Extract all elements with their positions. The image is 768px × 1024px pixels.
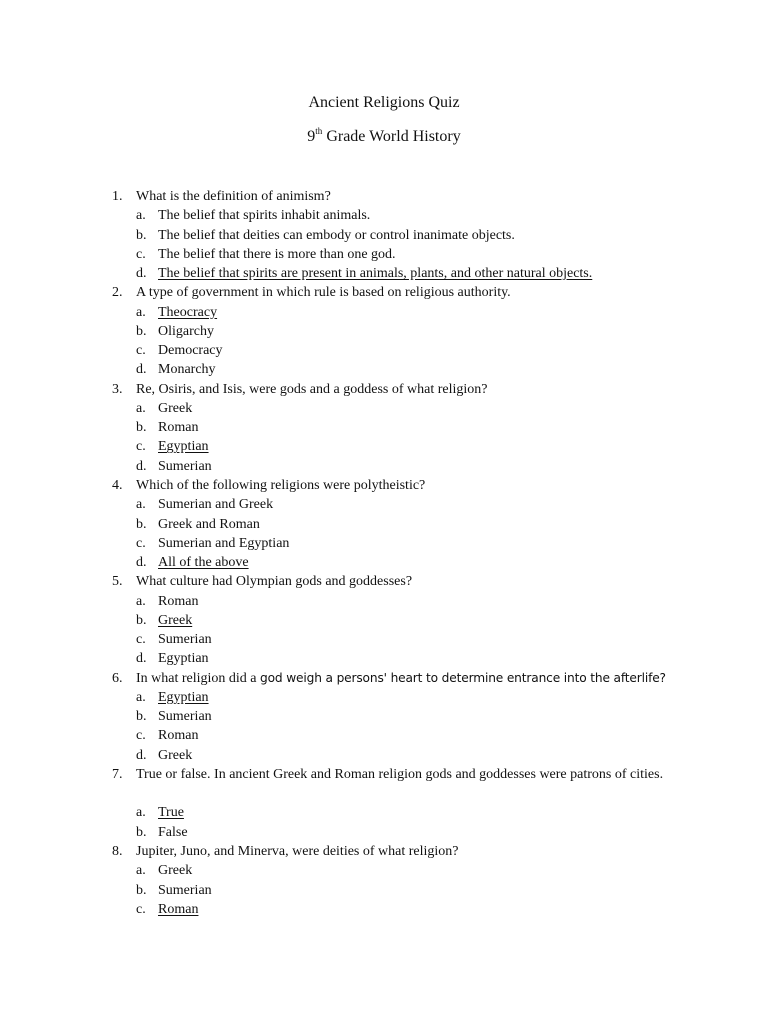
option-text: Monarchy bbox=[158, 362, 216, 378]
question-6 bbox=[0, 669, 768, 765]
answer-option bbox=[0, 360, 768, 379]
option-text-correct: Greek bbox=[158, 612, 193, 628]
answer-option bbox=[0, 245, 768, 264]
option-text: Sumerian bbox=[158, 458, 212, 474]
question-number: 3. bbox=[112, 381, 123, 397]
answer-option bbox=[0, 206, 768, 225]
question-4 bbox=[0, 476, 768, 572]
option-text: Roman bbox=[158, 420, 199, 436]
question-text: A type of government in which rule is based on religious authority. bbox=[136, 285, 511, 301]
question-row bbox=[0, 380, 768, 399]
option-letter: d. bbox=[136, 651, 147, 667]
option-letter: a. bbox=[136, 863, 146, 879]
question-text: True or false. In ancient Greek and Roman religion gods and goddesses were patrons of cities. bbox=[136, 766, 664, 782]
question-row bbox=[0, 765, 768, 804]
question-8 bbox=[0, 842, 768, 919]
option-letter: b. bbox=[136, 824, 147, 840]
question-2 bbox=[0, 283, 768, 379]
option-letter: c. bbox=[136, 246, 146, 262]
option-letter: b. bbox=[136, 709, 147, 725]
option-letter: b. bbox=[136, 612, 147, 628]
question-row bbox=[0, 669, 768, 688]
course-name: Grade World History bbox=[322, 128, 461, 145]
question-7 bbox=[0, 765, 768, 842]
question-row bbox=[0, 187, 768, 206]
question-list bbox=[0, 187, 768, 919]
option-letter: c. bbox=[136, 343, 146, 359]
option-text: Oligarchy bbox=[158, 323, 214, 339]
option-letter: c. bbox=[136, 728, 146, 744]
answer-option-correct bbox=[0, 900, 768, 919]
option-letter: a. bbox=[136, 593, 146, 609]
option-letter: a. bbox=[136, 304, 146, 320]
answer-option bbox=[0, 341, 768, 360]
answer-option bbox=[0, 322, 768, 341]
question-number: 6. bbox=[112, 670, 123, 686]
option-text: The belief that spirits inhabit animals. bbox=[158, 208, 371, 224]
option-letter: c. bbox=[136, 439, 146, 455]
option-text: Sumerian and Greek bbox=[158, 497, 274, 513]
question-text-part: In what religion did a bbox=[136, 670, 261, 686]
question-text: What culture had Olympian gods and goddesses? bbox=[136, 574, 413, 590]
answer-option bbox=[0, 881, 768, 900]
option-letter: b. bbox=[136, 227, 147, 243]
answer-option bbox=[0, 649, 768, 668]
option-text: False bbox=[158, 824, 188, 840]
option-letter: d. bbox=[136, 747, 147, 763]
answer-option-correct bbox=[0, 437, 768, 456]
answer-option-correct bbox=[0, 303, 768, 322]
answer-option-correct bbox=[0, 553, 768, 572]
answer-option bbox=[0, 726, 768, 745]
quiz-title: Ancient Religions Quiz bbox=[308, 94, 460, 111]
answer-option-correct bbox=[0, 611, 768, 630]
option-text: Roman bbox=[158, 728, 199, 744]
answer-option bbox=[0, 707, 768, 726]
question-3 bbox=[0, 380, 768, 476]
option-letter: b. bbox=[136, 420, 147, 436]
option-text-correct: Roman bbox=[158, 901, 199, 917]
option-letter: d. bbox=[136, 266, 147, 282]
option-letter: b. bbox=[136, 323, 147, 339]
question-row bbox=[0, 572, 768, 591]
option-letter: c. bbox=[136, 901, 146, 917]
answer-option-correct bbox=[0, 264, 768, 283]
option-text: The belief that there is more than one god. bbox=[158, 246, 396, 262]
option-letter: b. bbox=[136, 882, 147, 898]
answer-option bbox=[0, 226, 768, 245]
option-letter: d. bbox=[136, 555, 147, 571]
answer-option bbox=[0, 823, 768, 842]
answer-option bbox=[0, 457, 768, 476]
option-letter: a. bbox=[136, 805, 146, 821]
option-text: Sumerian and Egyptian bbox=[158, 535, 290, 551]
option-text-correct: True bbox=[158, 805, 184, 821]
option-letter: a. bbox=[136, 208, 146, 224]
question-text bbox=[136, 669, 666, 688]
answer-option bbox=[0, 399, 768, 418]
option-letter: a. bbox=[136, 497, 146, 513]
answer-option-correct bbox=[0, 803, 768, 822]
question-row bbox=[0, 476, 768, 495]
option-text-correct: Egyptian bbox=[158, 439, 209, 455]
answer-option bbox=[0, 534, 768, 553]
option-letter: b. bbox=[136, 516, 147, 532]
question-number: 1. bbox=[112, 189, 123, 204]
question-5 bbox=[0, 572, 768, 668]
grade-number: 9 bbox=[307, 128, 316, 145]
answer-option bbox=[0, 630, 768, 649]
grade-ordinal-suffix: th bbox=[315, 125, 323, 136]
question-number: 5. bbox=[112, 574, 123, 590]
quiz-subtitle bbox=[0, 127, 768, 147]
question-number: 8. bbox=[112, 844, 123, 859]
question-text: Re, Osiris, and Isis, were gods and a goddess of what religion? bbox=[136, 381, 488, 397]
option-letter: a. bbox=[136, 400, 146, 416]
option-text-correct: Theocracy bbox=[158, 304, 218, 320]
answer-option-correct bbox=[0, 688, 768, 707]
option-text: Greek bbox=[158, 400, 193, 416]
option-text-correct: The belief that spirits are present in animals, plants, and other natural objects. bbox=[158, 266, 593, 282]
option-text: Egyptian bbox=[158, 651, 209, 667]
answer-option bbox=[0, 746, 768, 765]
question-number: 7. bbox=[112, 766, 123, 782]
option-text: Greek bbox=[158, 863, 193, 879]
answer-option bbox=[0, 861, 768, 880]
option-text-correct: All of the above bbox=[158, 555, 249, 571]
option-letter: c. bbox=[136, 535, 146, 551]
answer-option bbox=[0, 418, 768, 437]
answer-option bbox=[0, 515, 768, 534]
option-text: The belief that deities can embody or control inanimate objects. bbox=[158, 227, 515, 243]
option-text: Sumerian bbox=[158, 632, 212, 648]
answer-option bbox=[0, 592, 768, 611]
option-letter: a. bbox=[136, 689, 146, 705]
question-number: 4. bbox=[112, 477, 123, 493]
question-1 bbox=[0, 187, 768, 283]
option-text: Greek bbox=[158, 747, 193, 763]
option-letter: d. bbox=[136, 458, 147, 474]
question-text: What is the definition of animism? bbox=[136, 189, 331, 204]
option-text: Democracy bbox=[158, 343, 223, 359]
question-row bbox=[0, 283, 768, 302]
option-letter: c. bbox=[136, 632, 146, 648]
answer-option bbox=[0, 495, 768, 514]
option-text: Roman bbox=[158, 593, 199, 609]
option-text: Sumerian bbox=[158, 882, 212, 898]
question-row bbox=[0, 842, 768, 861]
question-number: 2. bbox=[112, 285, 123, 301]
option-letter: d. bbox=[136, 362, 147, 378]
question-text-part: god weigh a persons' heart to determine entrance into the afterlife? bbox=[260, 670, 666, 685]
option-text: Sumerian bbox=[158, 709, 212, 725]
option-text: Greek and Roman bbox=[158, 516, 260, 532]
question-text: Jupiter, Juno, and Minerva, were deities of what religion? bbox=[136, 844, 459, 859]
option-text-correct: Egyptian bbox=[158, 689, 209, 705]
question-text: Which of the following religions were polytheistic? bbox=[136, 477, 426, 493]
